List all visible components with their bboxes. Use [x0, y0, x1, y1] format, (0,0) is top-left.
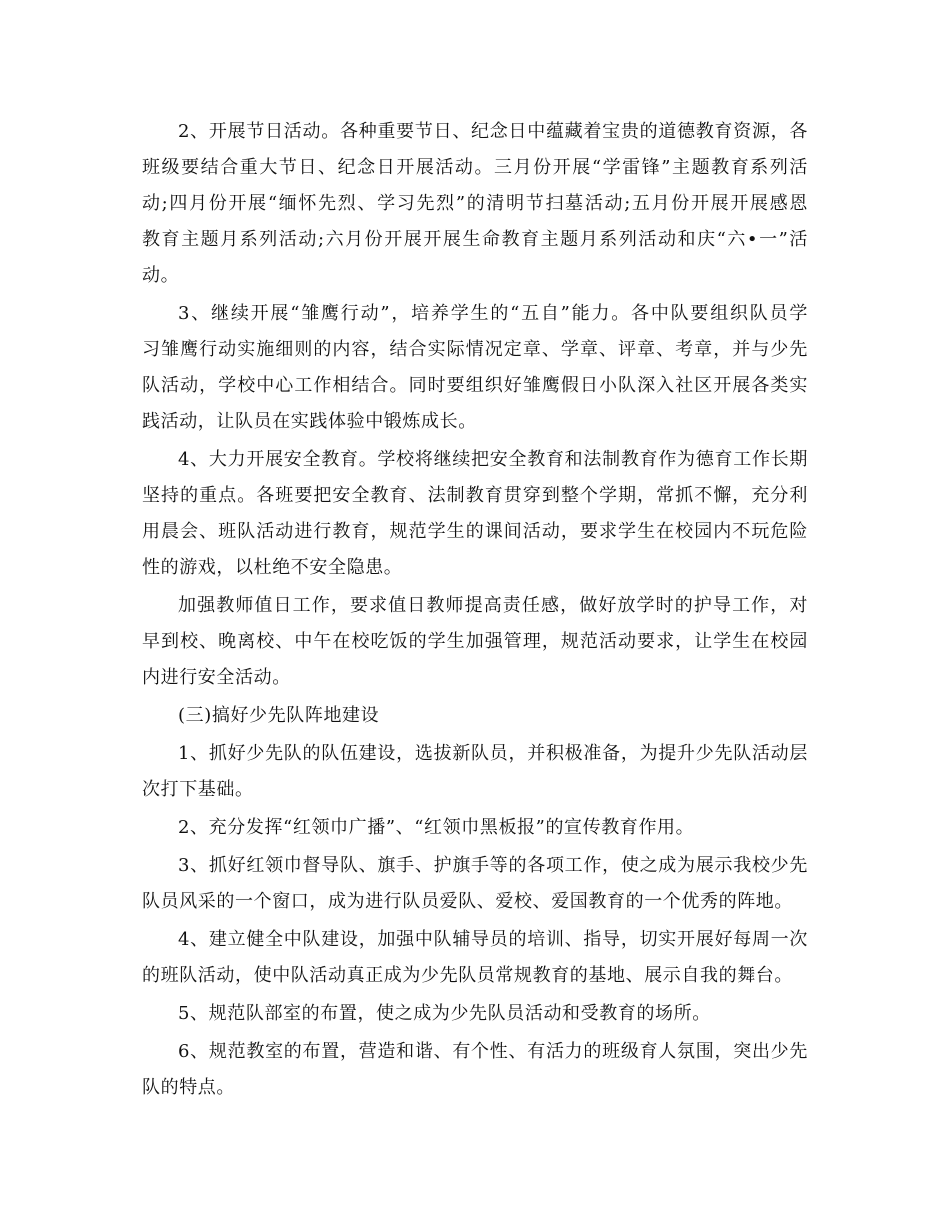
text-line: 用晨会、班队活动进行教育，规范学生的课间活动，要求学生在校园内不玩危险	[142, 521, 808, 542]
text-line: 习雏鹰行动实施细则的内容，结合实际情况定章、学章、评章、考章，并与少先	[142, 339, 808, 360]
paragraph-classroom-layout	[142, 1034, 808, 1106]
text-line: 教育主题月系列活动;六月份开展开展生命教育主题月系列活动和庆“六•一”活	[142, 229, 808, 250]
paragraph-festival-activities	[142, 114, 808, 294]
section-heading-pioneer-base	[142, 698, 808, 734]
paragraph-squadron-building	[142, 922, 808, 994]
text-line: 坚持的重点。各班要把安全教育、法制教育贯穿到整个学期，常抓不懈，充分利	[142, 485, 808, 506]
text-line: 践活动，让队员在实践体验中锻炼成长。	[142, 411, 477, 432]
text-line: 6、规范教室的布置，营造和谐、有个性、有活力的班级育人氛围，突出少先	[178, 1041, 808, 1062]
text-line: 队员风采的一个窗口，成为进行队员爱队、爱校、爱国教育的一个优秀的阵地。	[142, 891, 793, 912]
text-line: 队的特点。	[142, 1077, 235, 1098]
text-line: 性的游戏，以杜绝不安全隐患。	[142, 557, 403, 578]
text-line: 1、抓好少先队的队伍建设，选拔新队员，并积极准备，为提升少先队活动层	[178, 743, 808, 764]
text-line: 动。	[142, 265, 180, 286]
section-heading: (三)搞好少先队阵地建设	[178, 705, 380, 726]
text-line: 早到校、晚离校、中午在校吃饭的学生加强管理，规范活动要求，让学生在校园	[142, 631, 808, 652]
text-line: 2、开展节日活动。各种重要节日、纪念日中蕴藏着宝贵的道德教育资源，各	[178, 121, 808, 142]
text-line: 次打下基础。	[142, 779, 254, 800]
paragraph-supervision-team	[142, 848, 808, 920]
document-page	[142, 114, 808, 1106]
paragraph-teacher-duty	[142, 588, 808, 696]
text-line: 2、充分发挥“红领巾广播”、“红领巾黑板报”的宣传教育作用。	[178, 817, 695, 838]
paragraph-eagle-action	[142, 296, 808, 440]
paragraph-safety-education	[142, 442, 808, 586]
text-line: 5、规范队部室的布置，使之成为少先队员活动和受教育的场所。	[178, 1003, 711, 1024]
paragraph-team-building	[142, 736, 808, 808]
text-line: 加强教师值日工作，要求值日教师提高责任感，做好放学时的护导工作，对	[178, 595, 808, 616]
text-line: 内进行安全活动。	[142, 667, 291, 688]
paragraph-team-room	[142, 996, 808, 1032]
text-line: 3、继续开展“雏鹰行动”，培养学生的“五自”能力。各中队要组织队员学	[178, 303, 808, 324]
text-line: 队活动，学校中心工作相结合。同时要组织好雏鹰假日小队深入社区开展各类实	[142, 375, 808, 396]
text-line: 4、建立健全中队建设，加强中队辅导员的培训、指导，切实开展好每周一次	[178, 929, 808, 950]
paragraph-broadcast	[142, 810, 808, 846]
text-line: 的班队活动，使中队活动真正成为少先队员常规教育的基地、展示自我的舞台。	[142, 965, 793, 986]
text-line: 班级要结合重大节日、纪念日开展活动。三月份开展“学雷锋”主题教育系列活	[142, 157, 808, 178]
text-line: 3、抓好红领巾督导队、旗手、护旗手等的各项工作，使之成为展示我校少先	[178, 855, 808, 876]
text-line: 动;四月份开展“缅怀先烈、学习先烈”的清明节扫墓活动;五月份开展开展感恩	[142, 193, 808, 214]
text-line: 4、大力开展安全教育。学校将继续把安全教育和法制教育作为德育工作长期	[178, 449, 808, 470]
